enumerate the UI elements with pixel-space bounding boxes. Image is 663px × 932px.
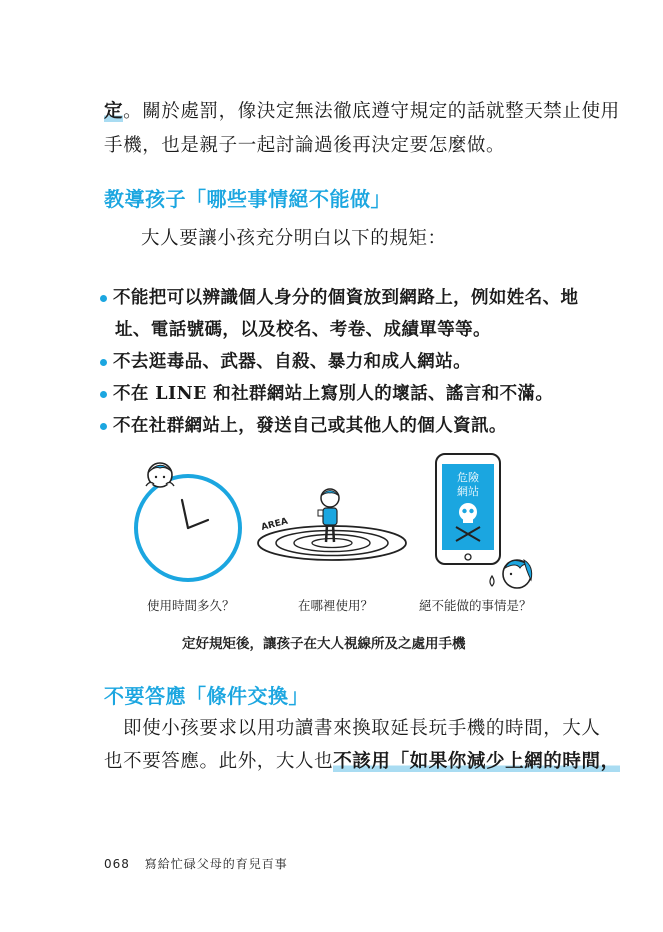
- section2-line-1: 即使小孩要求以用功讀書來換取延長玩手機的時間，大人: [123, 718, 601, 739]
- list-item-text: 不在 LINE 和社群網站上寫別人的壞話、謠言和不滿。: [113, 384, 554, 404]
- list-item-text-continued: 址、電話號碼，以及校名、考卷、成績單等等。: [115, 320, 491, 340]
- section1-lead: 大人要讓小孩充分明白以下的規矩：: [141, 228, 447, 249]
- list-item-text: 不能把可以辨識個人身分的個資放到網路上，例如姓名、地: [113, 288, 579, 308]
- section2-line-2: [104, 745, 620, 779]
- book-title: 寫給忙碌父母的育兒百事: [144, 857, 288, 871]
- list-item: [100, 346, 578, 378]
- intro-highlight: 定: [104, 101, 124, 122]
- phone-screen-text-line2: 網站: [457, 485, 479, 498]
- figure-caption: 定好規矩後，讓孩子在大人視線所及之處用手機: [182, 636, 466, 652]
- list-item-text: 不在社群網站上，發送自己或其他人的個人資訊。: [113, 416, 507, 436]
- intro-line-1-text: 。關於處罰，像決定無法徹底遵守規定的話就整天禁止使用: [123, 101, 620, 122]
- bullet-dot-icon: [100, 391, 107, 398]
- caption-place: 在哪裡使用？: [298, 598, 374, 613]
- section2-line-2-text: 也不要答應。此外，大人也: [104, 751, 334, 772]
- list-item: [100, 378, 578, 410]
- rules-list: [100, 282, 578, 442]
- page-number: 068: [104, 857, 130, 871]
- child-peeking-icon: [146, 463, 174, 487]
- list-item: [100, 282, 578, 346]
- bullet-dot-icon: [100, 359, 107, 366]
- clock-icon: [136, 476, 240, 580]
- worried-child-icon: [490, 560, 532, 588]
- list-item-text: 不去逛毒品、武器、自殺、暴力和成人網站。: [113, 352, 471, 372]
- intro-line-1: [104, 95, 620, 129]
- bullet-dot-icon: [100, 295, 107, 302]
- phone-danger-icon: [436, 454, 500, 564]
- intro-line-2: 手機，也是親子一起討論過後再決定要怎麼做。: [104, 135, 506, 156]
- section-heading-no-trade: 不要答應「條件交換」: [104, 684, 309, 708]
- bullet-dot-icon: [100, 423, 107, 430]
- list-item: [100, 410, 578, 442]
- section-heading-rules: 教導孩子「哪些事情絕不能做」: [104, 187, 391, 211]
- page-footer: [104, 855, 288, 872]
- rules-illustration: [120, 450, 550, 595]
- caption-time: 使用時間多久？: [147, 598, 235, 613]
- section2-emphasis: 不該用「如果你減少上網的時間，: [333, 751, 620, 772]
- caption-forbidden: 絕不能做的事情是？: [419, 598, 532, 613]
- area-label: AREA: [260, 516, 289, 533]
- phone-screen-text-line1: 危險: [457, 471, 479, 484]
